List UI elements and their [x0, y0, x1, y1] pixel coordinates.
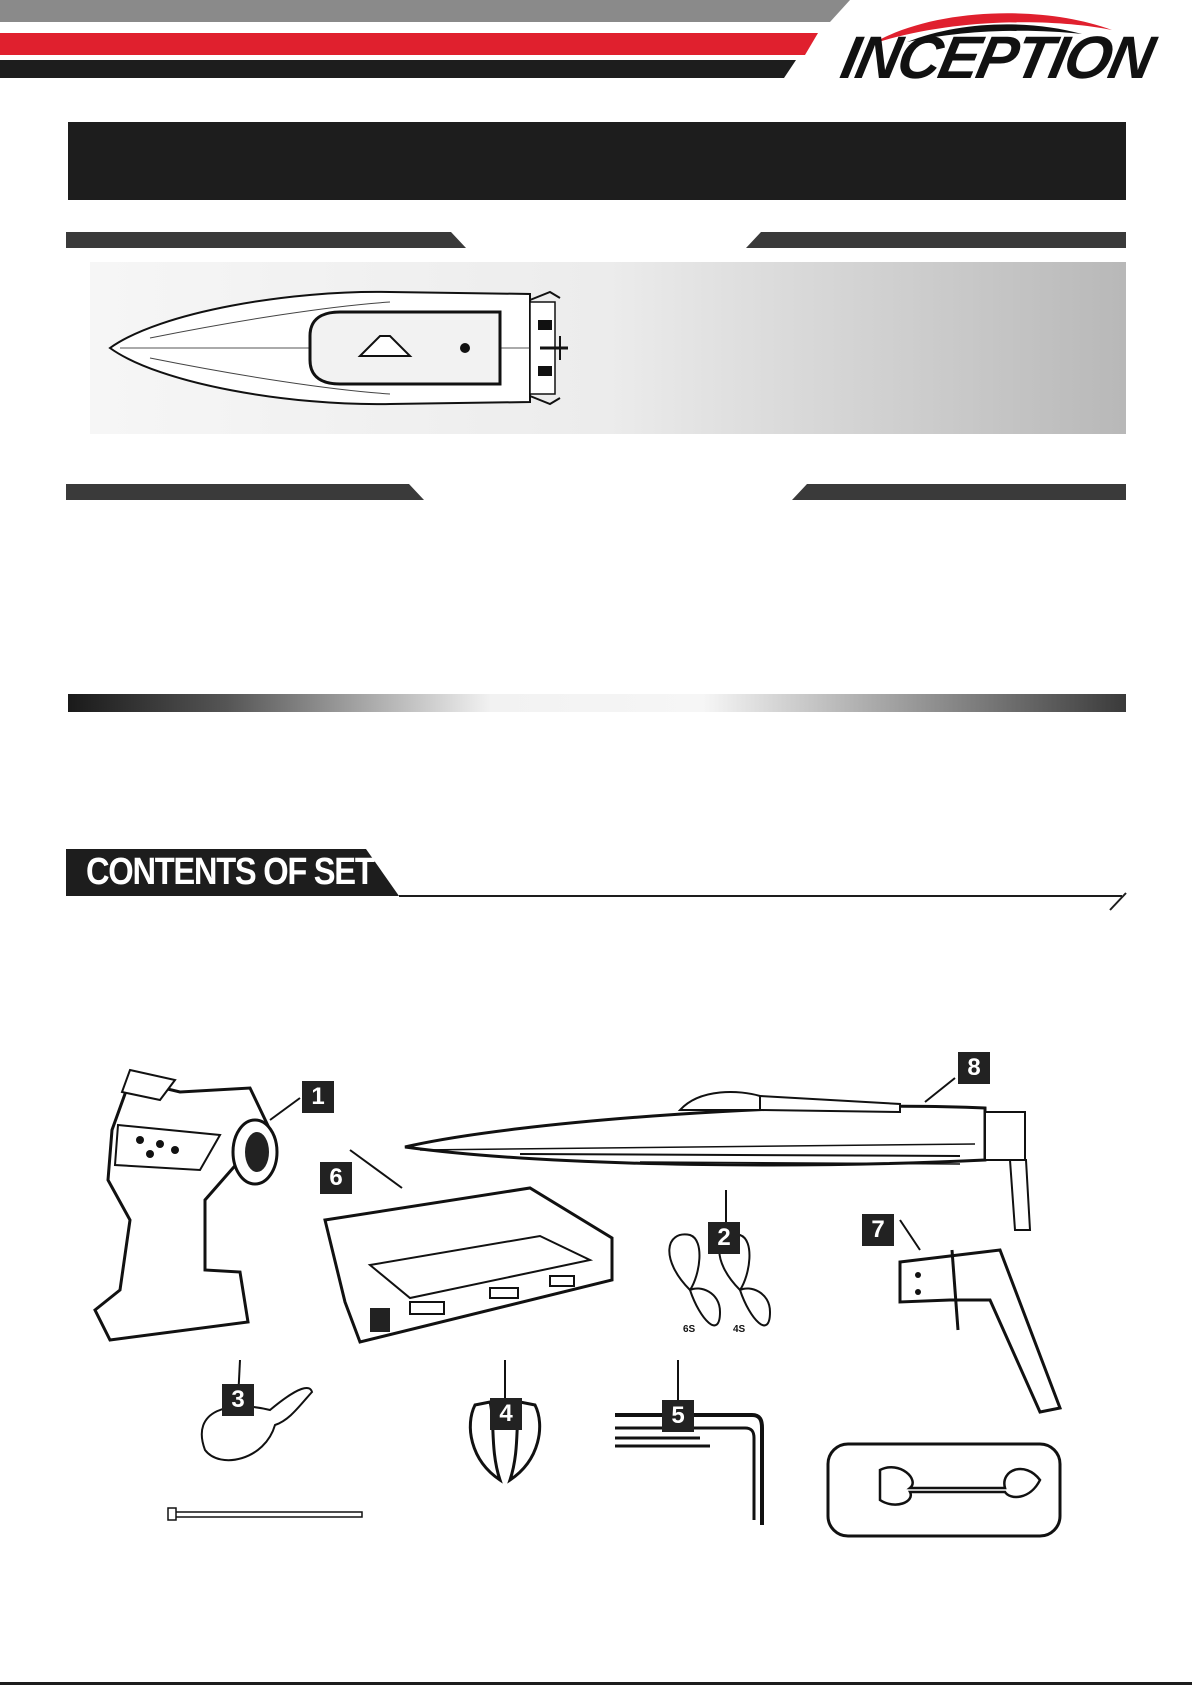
propeller-6s-label: 6S: [683, 1324, 696, 1335]
propellers-illustration: [669, 1190, 770, 1325]
boat-top-view-illustration: [90, 262, 570, 434]
part-number-badge: 3: [222, 1384, 254, 1416]
contents-of-set-label: CONTENTS OF SET: [86, 851, 374, 893]
brand-logo: [812, 8, 1182, 91]
balloon-and-cable-tie-illustration: [168, 1360, 362, 1520]
section-divider-middle: [66, 484, 1126, 502]
section-divider-top: [66, 232, 1126, 250]
part-number-badge: 4: [490, 1398, 522, 1430]
part-number-badge: 2: [708, 1222, 740, 1254]
boat-overview-panel: [90, 262, 1126, 434]
part-number-badge: 7: [862, 1214, 894, 1246]
title-bar: [68, 122, 1126, 200]
part-number-badge: 5: [662, 1400, 694, 1432]
wrench-illustration: [828, 1444, 1060, 1536]
part-number-badge: 8: [958, 1052, 990, 1084]
gradient-separator: [68, 694, 1126, 712]
brand-name: INCEPTION: [835, 24, 1159, 91]
transmitter-illustration: [95, 1070, 300, 1340]
contents-illustration: [0, 1040, 1192, 1540]
rudder-illustration: [900, 1220, 1060, 1412]
hex-keys-illustration: [615, 1360, 762, 1525]
part-number-badge: 6: [320, 1162, 352, 1194]
part-number-badge: 1: [302, 1081, 334, 1113]
boat-stand-illustration: [325, 1150, 612, 1342]
propeller-4s-label: 4S: [733, 1324, 746, 1335]
